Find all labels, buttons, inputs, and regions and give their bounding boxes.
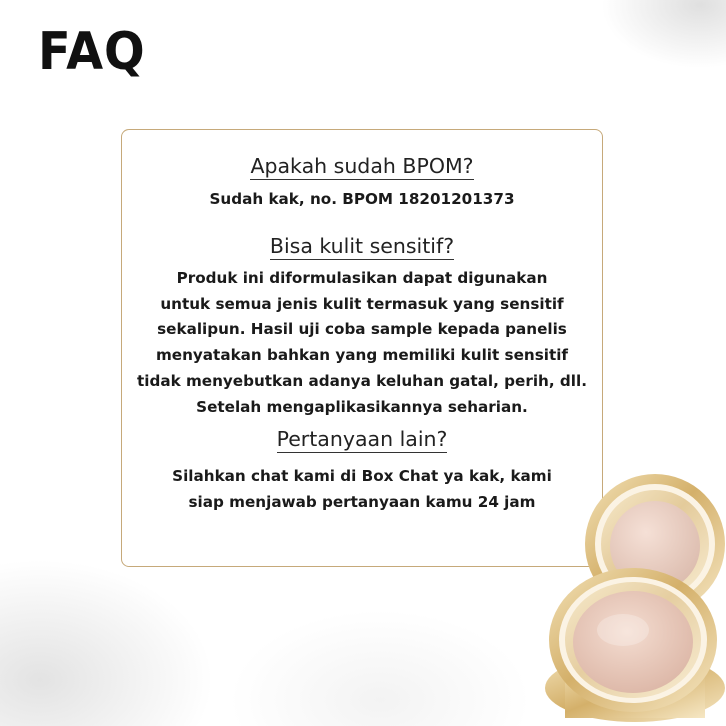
faq-answer-3 [136, 464, 588, 515]
compact-base [549, 568, 717, 712]
page-title: FAQ [38, 22, 146, 82]
faq-question-1 [122, 154, 602, 178]
faq-answer-3-line: Silahkan chat kami di Box Chat ya kak, kami [172, 467, 552, 485]
faq-question-3-text: Pertanyaan lain? [276, 427, 448, 451]
faq-answer-3-line: siap menjawab pertanyaan kamu 24 jam [188, 492, 536, 511]
faq-question-2 [122, 234, 602, 258]
faq-answer-2-line: Setelah mengaplikasikannya seharian. [196, 397, 528, 416]
faq-answer-2-line: menyatakan bahkan yang memiliki kulit sensitif [155, 346, 569, 365]
faq-answer-2-line: tidak menyebutkan adanya keluhan gatal, perih, dll. [137, 371, 587, 390]
faq-card [121, 129, 603, 567]
faq-question-1-text: Apakah sudah BPOM? [250, 154, 474, 178]
compact-powder-image [545, 462, 726, 726]
faq-answer-2-line: sekalipun. Hasil uji coba sample kepada panelis [157, 320, 567, 339]
faq-question-2-text: Bisa kulit sensitif? [269, 234, 455, 258]
faq-answer-2-line: untuk semua jenis kulit termasuk yang sensitif [160, 294, 564, 313]
faq-answer-1-line: Sudah kak, no. BPOM 18201201373 [209, 190, 515, 208]
faq-answer-1 [136, 187, 588, 213]
faq-answer-2-line: Produk ini diformulasikan dapat digunakan [176, 269, 548, 287]
faq-answer-2 [136, 266, 588, 420]
faq-question-3 [122, 427, 602, 451]
